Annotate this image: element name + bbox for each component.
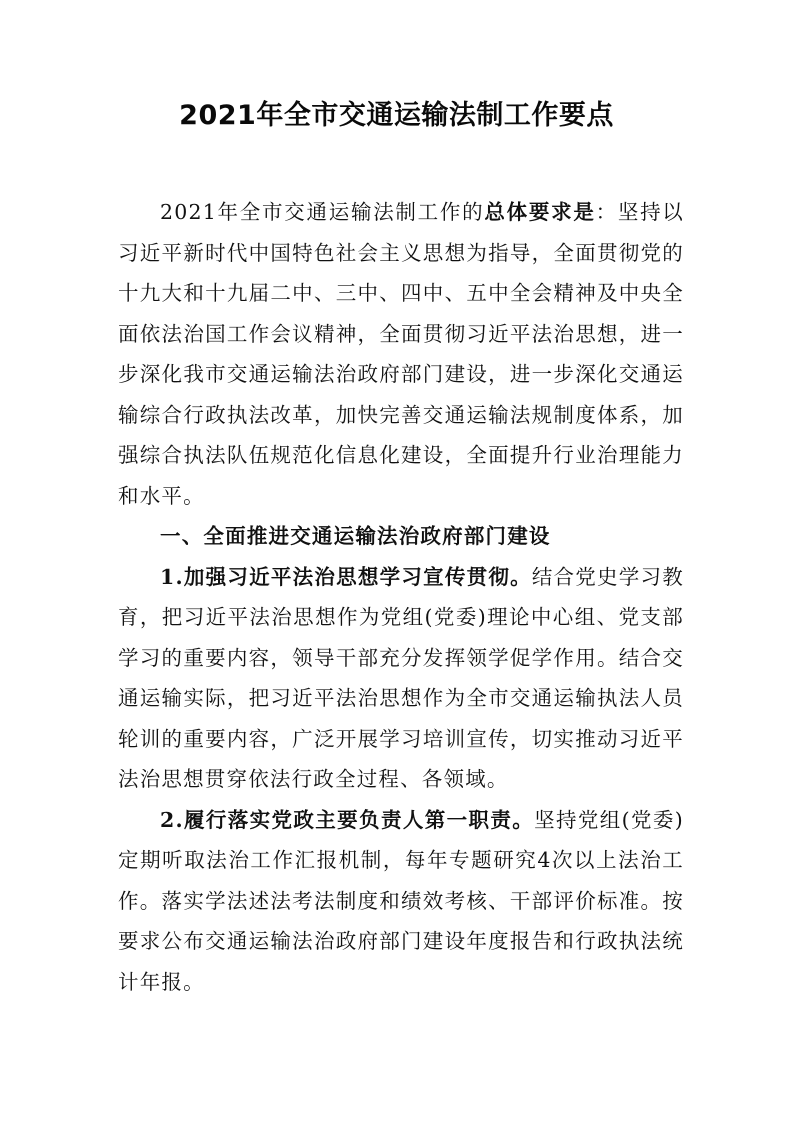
item-lead: 2.履行落实党政主要负责人第一职责。: [160, 807, 535, 832]
document-body: [118, 192, 684, 1002]
section-heading: 一、全面推进交通运输法治政府部门建设: [160, 524, 551, 548]
item-text: 坚持党组(党委)定期听取法治工作汇报机制，每年专题研究4次以上法治工作。落实学法述法考法制度和绩效考核、干部评价标准。按要求公布交通运输法治政府部门建设年度报告和行政执法统计年报。: [118, 807, 684, 994]
section-item: [118, 557, 684, 800]
intro-emphasis: 总体要求是: [484, 200, 596, 224]
item-lead: 1.加强习近平法治思想学习宣传贯彻。: [160, 564, 532, 589]
intro-text: ：坚持以习近平新时代中国特色社会主义思想为指导，全面贯彻党的十九大和十九届二中、三中、四中、五中全会精神及中央全面依法治国工作会议精神，全面贯彻习近平法治思想，进一步深化我市交通运输法治政府部门建设，进一步深化交通运输综合行政执法改革，加快完善交通运输法规制度体系，加强综合执法队伍规范化信息化建设，全面提升行业治理能力和水平。: [118, 200, 685, 508]
section-item: [118, 800, 684, 1003]
document-title: 2021年全市交通运输法制工作要点: [179, 100, 614, 131]
intro-paragraph: [118, 192, 684, 516]
intro-prefix: 2021年全市交通运输法制工作的: [160, 200, 485, 224]
item-text: 结合党史学习教育，把习近平法治思想作为党组(党委)理论中心组、党支部学习的重要内容，领导干部充分发挥领学促学作用。结合交通运输实际，把习近平法治思想作为全市交通运输执法人员轮训的重要内容，广泛开展学习培训宣传，切实推动习近平法治思想贯穿依法行政全过程、各领域。: [118, 564, 684, 791]
